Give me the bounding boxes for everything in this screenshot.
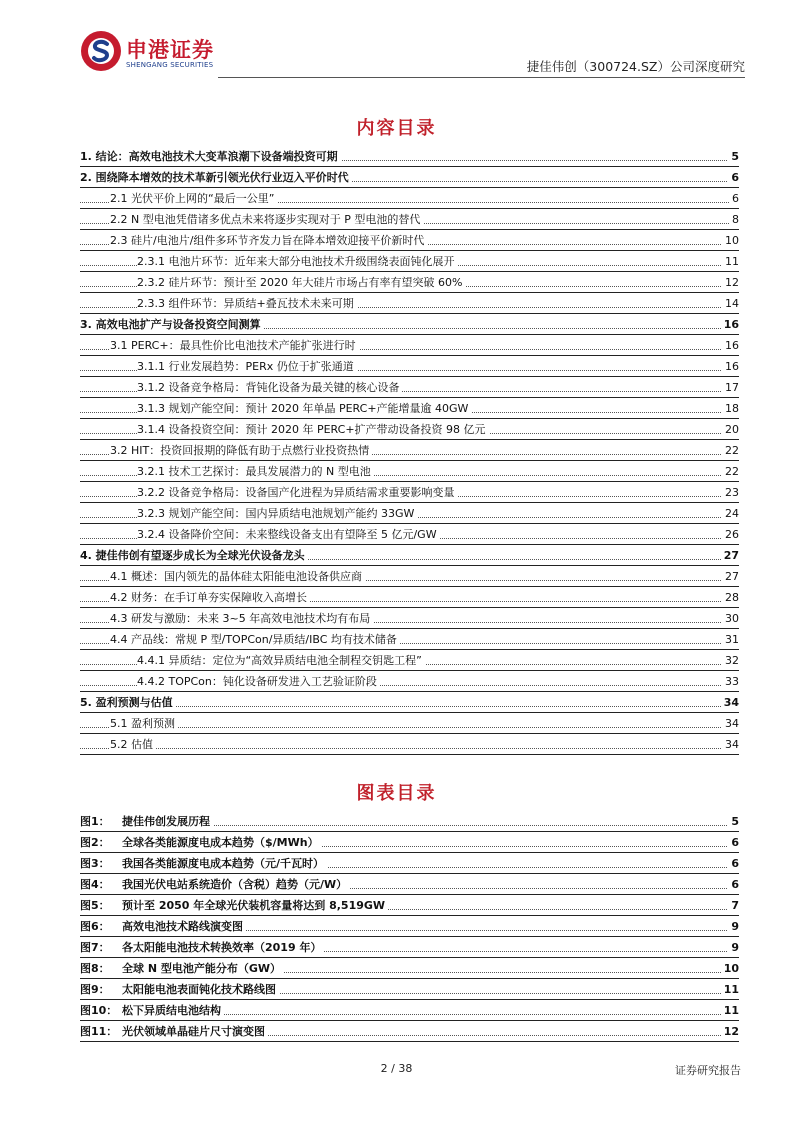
toc-entry-page: 22 bbox=[722, 465, 739, 479]
toc-title: 内容目录 bbox=[356, 118, 437, 139]
figure-entry-label bbox=[80, 878, 350, 892]
leader-dots bbox=[80, 748, 739, 749]
logo-chinese-name: 申港证券 bbox=[126, 38, 214, 62]
figure-caption: 全球各类能源度电成本趋势（$/MWh） bbox=[122, 836, 319, 849]
toc-entry-page: 26 bbox=[722, 528, 739, 542]
toc-entry-text: 3.1.1 行业发展趋势：PERx 仍位于扩张通道 bbox=[137, 360, 357, 374]
toc-entry-page: 10 bbox=[722, 234, 739, 248]
toc-entry-text: 3.2.3 规划产能空间：国内异质结电池规划产能约 33GW bbox=[137, 507, 417, 521]
toc-entry[interactable] bbox=[80, 696, 739, 710]
toc-entry[interactable] bbox=[80, 360, 739, 374]
toc-entry-text: 4.3 研发与激励：未来 3~5 年高效电池技术均有布局 bbox=[110, 612, 373, 626]
toc-entry-text: 5. 盈利预测与估值 bbox=[80, 696, 176, 710]
toc-entry-page: 8 bbox=[729, 213, 739, 227]
toc-entry-page: 11 bbox=[722, 255, 739, 269]
toc-entry-text: 5.2 估值 bbox=[110, 738, 156, 752]
figure-number: 图6： bbox=[80, 920, 110, 933]
figure-entry-page: 6 bbox=[728, 836, 739, 850]
figure-entry-label bbox=[80, 1025, 268, 1039]
figure-entry[interactable] bbox=[80, 836, 739, 850]
figure-caption: 我国各类能源度电成本趋势（元/千瓦时） bbox=[122, 857, 325, 870]
toc-entry-text: 2.3.3 组件环节：异质结+叠瓦技术未来可期 bbox=[137, 297, 357, 311]
toc-entry[interactable] bbox=[80, 318, 739, 332]
figure-number: 图3： bbox=[80, 857, 110, 870]
toc-entry-page: 16 bbox=[722, 339, 739, 353]
toc-entry-text: 2.3.1 电池片环节：近年来大部分电池技术升级围绕表面钝化展开 bbox=[137, 255, 457, 269]
figure-entry-label bbox=[80, 920, 246, 934]
toc-entry-page: 20 bbox=[722, 423, 739, 437]
figure-caption: 捷佳伟创发展历程 bbox=[122, 815, 210, 828]
figure-entry[interactable] bbox=[80, 878, 739, 892]
figure-number: 图4： bbox=[80, 878, 110, 891]
figure-entry-label bbox=[80, 836, 322, 850]
toc-entry-text: 3.2.2 设备竞争格局：设备国产化进程为异质结需求重要影响变量 bbox=[137, 486, 457, 500]
figure-entry-page: 7 bbox=[728, 899, 739, 913]
figure-entry-page: 5 bbox=[728, 815, 739, 829]
figure-list-title: 图表目录 bbox=[356, 783, 437, 804]
figure-entry-page: 9 bbox=[728, 941, 739, 955]
toc-entry-text: 3.2.4 设备降价空间：未来整线设备支出有望降至 5 亿元/GW bbox=[137, 528, 440, 542]
figure-entry-label bbox=[80, 815, 213, 829]
toc-entry-text: 2.2 N 型电池凭借诸多优点未来将逐步实现对于 P 型电池的替代 bbox=[110, 213, 423, 227]
figure-number: 图10： bbox=[80, 1004, 118, 1017]
figure-number: 图9： bbox=[80, 983, 110, 996]
leader-dots bbox=[80, 706, 739, 707]
toc-entry-page: 22 bbox=[722, 444, 739, 458]
toc-entry[interactable] bbox=[80, 297, 739, 311]
toc-entry[interactable] bbox=[80, 381, 739, 395]
toc-entry-page: 18 bbox=[722, 402, 739, 416]
figure-caption: 光伏领域单晶硅片尺寸演变图 bbox=[122, 1025, 265, 1038]
figure-entry-page: 6 bbox=[728, 857, 739, 871]
toc-entry-text: 2.3 硅片/电池片/组件多环节齐发力旨在降本增效迎接平价新时代 bbox=[110, 234, 427, 248]
figure-number: 图7： bbox=[80, 941, 110, 954]
toc-entry[interactable] bbox=[80, 612, 739, 626]
figure-entry-label bbox=[80, 962, 284, 976]
table-of-contents bbox=[80, 150, 739, 759]
figure-entry[interactable] bbox=[80, 899, 739, 913]
toc-entry[interactable] bbox=[80, 234, 739, 248]
figure-caption: 我国光伏电站系统造价（含税）趋势（元/W） bbox=[122, 878, 348, 891]
figure-number: 图5： bbox=[80, 899, 110, 912]
figure-entry-page: 9 bbox=[728, 920, 739, 934]
toc-entry-text: 3.2 HIT：投资回报期的降低有助于点燃行业投资热情 bbox=[110, 444, 372, 458]
toc-entry[interactable] bbox=[80, 633, 739, 647]
toc-entry-page: 33 bbox=[722, 675, 739, 689]
figure-caption: 全球 N 型电池产能分布（GW） bbox=[122, 962, 282, 975]
toc-entry-text: 2.3.2 硅片环节：预计至 2020 年大硅片市场占有率有望突破 60% bbox=[137, 276, 465, 290]
toc-entry-page: 34 bbox=[722, 717, 739, 731]
figure-number: 图2： bbox=[80, 836, 110, 849]
figure-entry[interactable] bbox=[80, 920, 739, 934]
toc-entry[interactable] bbox=[80, 570, 739, 584]
toc-entry[interactable] bbox=[80, 402, 739, 416]
figure-entry[interactable] bbox=[80, 815, 739, 829]
toc-entry-page: 31 bbox=[722, 633, 739, 647]
toc-entry-page: 6 bbox=[728, 171, 739, 185]
figure-caption: 预计至 2050 年全球光伏装机容量将达到 8,519GW bbox=[122, 899, 386, 912]
toc-entry-text: 3.1 PERC+：最具性价比电池技术产能扩张进行时 bbox=[110, 339, 359, 353]
toc-entry[interactable] bbox=[80, 738, 739, 752]
toc-entry[interactable] bbox=[80, 717, 739, 731]
toc-entry-page: 5 bbox=[728, 150, 739, 164]
toc-entry-text: 4.1 概述：国内领先的晶体硅太阳能电池设备供应商 bbox=[110, 570, 365, 584]
figure-entry[interactable] bbox=[80, 983, 739, 997]
figure-entry-label bbox=[80, 1004, 224, 1018]
figure-entry-page: 6 bbox=[728, 878, 739, 892]
toc-entry[interactable] bbox=[80, 486, 739, 500]
report-title: 捷佳伟创（300724.SZ）公司深度研究 bbox=[526, 59, 745, 74]
figure-caption: 太阳能电池表面钝化技术路线图 bbox=[122, 983, 276, 996]
figure-entry[interactable] bbox=[80, 1025, 739, 1039]
figure-entry[interactable] bbox=[80, 1004, 739, 1018]
figure-entry[interactable] bbox=[80, 941, 739, 955]
toc-entry-text: 5.1 盈利预测 bbox=[110, 717, 178, 731]
toc-entry-text: 4.2 财务：在手订单夯实保障收入高增长 bbox=[110, 591, 310, 605]
toc-entry[interactable] bbox=[80, 465, 739, 479]
toc-entry-page: 16 bbox=[722, 360, 739, 374]
toc-entry-page: 28 bbox=[722, 591, 739, 605]
toc-entry-text: 4.4.1 异质结：定位为“高效异质结电池全制程交钥匙工程” bbox=[137, 654, 425, 668]
header-divider bbox=[218, 77, 745, 78]
figure-caption: 各太阳能电池技术转换效率（2019 年） bbox=[122, 941, 322, 954]
figure-entry[interactable] bbox=[80, 962, 739, 976]
figure-entry-page: 10 bbox=[721, 962, 739, 976]
toc-entry-text: 2.1 光伏平价上网的“最后一公里” bbox=[110, 192, 277, 206]
toc-entry[interactable] bbox=[80, 171, 739, 185]
toc-entry[interactable] bbox=[80, 192, 739, 206]
figure-entry-label bbox=[80, 899, 388, 913]
figure-entry-label bbox=[80, 983, 279, 997]
figure-caption: 松下异质结电池结构 bbox=[122, 1004, 221, 1017]
toc-entry[interactable] bbox=[80, 549, 739, 563]
toc-entry-text: 4.4.2 TOPCon：钝化设备研发进入工艺验证阶段 bbox=[137, 675, 380, 689]
figure-list bbox=[80, 815, 739, 1046]
toc-entry[interactable] bbox=[80, 507, 739, 521]
toc-entry[interactable] bbox=[80, 339, 739, 353]
toc-entry-text: 3.1.4 设备投资空间：预计 2020 年 PERC+扩产带动设备投资 98 亿元 bbox=[137, 423, 489, 437]
figure-entry-page: 11 bbox=[721, 1004, 739, 1018]
toc-entry-text: 4. 捷佳伟创有望逐步成长为全球光伏设备龙头 bbox=[80, 549, 308, 563]
page-number: 2 / 38 bbox=[380, 1062, 413, 1075]
figure-entry-label bbox=[80, 857, 327, 871]
toc-entry-page: 34 bbox=[722, 738, 739, 752]
toc-entry-page: 27 bbox=[721, 549, 739, 563]
toc-entry-text: 3. 高效电池扩产与设备投资空间测算 bbox=[80, 318, 264, 332]
toc-entry-page: 30 bbox=[722, 612, 739, 626]
toc-entry-page: 16 bbox=[721, 318, 739, 332]
toc-entry-text: 3.1.2 设备竞争格局：背钝化设备为最关键的核心设备 bbox=[137, 381, 402, 395]
figure-caption: 高效电池技术路线演变图 bbox=[122, 920, 243, 933]
toc-entry-page: 17 bbox=[722, 381, 739, 395]
toc-entry[interactable] bbox=[80, 444, 739, 458]
toc-entry-page: 24 bbox=[722, 507, 739, 521]
figure-entry-page: 11 bbox=[721, 983, 739, 997]
toc-entry[interactable] bbox=[80, 591, 739, 605]
toc-entry-text: 4.4 产品线：常规 P 型/TOPCon/异质结/IBC 均有技术储备 bbox=[110, 633, 400, 647]
toc-entry-page: 12 bbox=[722, 276, 739, 290]
toc-entry[interactable] bbox=[80, 528, 739, 542]
toc-entry[interactable] bbox=[80, 276, 739, 290]
toc-entry-page: 6 bbox=[729, 192, 739, 206]
leader-dots bbox=[80, 727, 739, 728]
toc-entry-page: 27 bbox=[722, 570, 739, 584]
shengang-logo-icon bbox=[80, 30, 122, 72]
figure-number: 图8： bbox=[80, 962, 110, 975]
toc-entry[interactable] bbox=[80, 675, 739, 689]
toc-entry[interactable] bbox=[80, 255, 739, 269]
toc-entry-text: 3.1.3 规划产能空间：预计 2020 年单晶 PERC+产能增量逾 40GW bbox=[137, 402, 471, 416]
toc-entry-text: 3.2.1 技术工艺探讨：最具发展潜力的 N 型电池 bbox=[137, 465, 374, 479]
toc-entry-page: 32 bbox=[722, 654, 739, 668]
figure-entry[interactable] bbox=[80, 857, 739, 871]
page-header bbox=[80, 30, 745, 78]
toc-entry[interactable] bbox=[80, 150, 739, 164]
toc-entry-page: 34 bbox=[721, 696, 739, 710]
toc-entry-text: 1. 结论：高效电池技术大变革浪潮下设备端投资可期 bbox=[80, 150, 341, 164]
toc-entry[interactable] bbox=[80, 213, 739, 227]
toc-entry[interactable] bbox=[80, 654, 739, 668]
toc-entry-page: 23 bbox=[722, 486, 739, 500]
logo-english-name: SHENGANG SECURITIES bbox=[126, 61, 214, 69]
footer-label: 证券研究报告 bbox=[675, 1064, 741, 1077]
figure-entry-page: 12 bbox=[721, 1025, 739, 1039]
figure-number: 图11： bbox=[80, 1025, 118, 1038]
toc-entry-page: 14 bbox=[722, 297, 739, 311]
figure-number: 图1： bbox=[80, 815, 110, 828]
toc-entry-text: 2. 围绕降本增效的技术革新引领光伏行业迈入平价时代 bbox=[80, 171, 352, 185]
toc-entry[interactable] bbox=[80, 423, 739, 437]
figure-entry-label bbox=[80, 941, 324, 955]
